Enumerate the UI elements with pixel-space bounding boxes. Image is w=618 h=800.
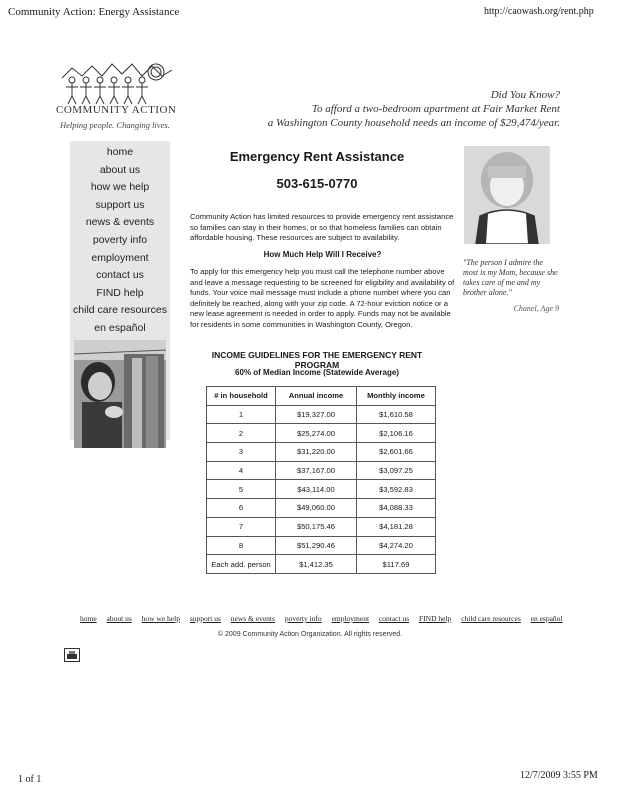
footer-link-support-us[interactable]: support us <box>189 614 221 623</box>
page-title: Emergency Rent Assistance <box>229 149 405 164</box>
footer-link-how-we-help[interactable]: how we help <box>141 614 180 623</box>
table-cell: $3,592.83 <box>357 480 436 499</box>
footer-link-find-help[interactable]: FIND help <box>419 614 452 623</box>
table-row <box>207 480 436 499</box>
table-cell: 1 <box>207 405 276 424</box>
table-row <box>207 405 436 424</box>
page-number: 1 of 1 <box>18 774 42 785</box>
table-cell: 2 <box>207 424 276 443</box>
column-header: Annual income <box>276 387 357 406</box>
instructions-paragraph: To apply for this emergency help you must call the telephone number above and leave a message requesting to be screened for eligibility and availability of funds. Your voice mail message must include a phone number where you can definitely be reached, along with your zip code. A 72-hour eviction notice or a new lease agreement is needed in order to apply. Funds may not be available for residents in some communities in Washington County, Oregon. <box>190 267 455 329</box>
table-cell: 3 <box>207 443 276 462</box>
table-cell: $4,181.28 <box>357 517 436 536</box>
sidebar-item-how-we-help[interactable]: how we help <box>90 181 150 194</box>
print-header-title: Community Action: Energy Assistance <box>8 6 180 18</box>
quote-text: "The person I admire the most is my Mom, because she takes care of me and my brother alone." <box>463 258 558 297</box>
intro-paragraph: Community Action has limited resources to provide emergency rent assistance so families can stay in their homes, or so that homeless families can obtain affordable housing. These resources are subject to availability. <box>190 212 454 243</box>
table-header-row <box>207 387 436 406</box>
table-row <box>207 499 436 518</box>
table-cell: $3,097.25 <box>357 461 436 480</box>
did-you-know-line1: To afford a two-bedroom apartment at Fair Market Rent <box>311 103 560 115</box>
table-cell: $50,175.46 <box>276 517 357 536</box>
table-cell: $4,088.33 <box>357 499 436 518</box>
logo-text: COMMUNITY ACTION <box>56 104 177 116</box>
sidebar-item-about-us[interactable]: about us <box>99 163 141 176</box>
section-heading: How Much Help Will I Receive? <box>263 250 382 259</box>
table-cell: $37,167.00 <box>276 461 357 480</box>
child-photo <box>74 340 166 448</box>
table-cell: $2,106.16 <box>357 424 436 443</box>
footer-link-employment[interactable]: employment <box>331 614 370 623</box>
table-cell: $19,327.00 <box>276 405 357 424</box>
did-you-know-box <box>268 88 560 130</box>
did-you-know-heading: Did You Know? <box>490 89 560 101</box>
column-header: # in household <box>207 387 276 406</box>
table-cell: $49,060.00 <box>276 499 357 518</box>
footer-link-home[interactable]: home <box>80 614 97 623</box>
sidebar-item-employment[interactable]: employment <box>91 251 149 264</box>
logo-tagline: Helping people. Changing lives. <box>60 120 170 130</box>
quote-author: Chanel, Age 9 <box>513 304 559 313</box>
footer-link-en-espanol[interactable]: en español <box>530 614 563 623</box>
table-cell: $25,274.00 <box>276 424 357 443</box>
table-cell: $51,290.46 <box>276 536 357 555</box>
table-cell: $1,412.35 <box>276 555 357 574</box>
table-row <box>207 555 436 574</box>
footer-nav <box>76 614 563 623</box>
footer-link-poverty-info[interactable]: poverty info <box>284 614 322 623</box>
table-cell: Each add. person <box>207 555 276 574</box>
table-row <box>207 443 436 462</box>
table-cell: $2,601.66 <box>357 443 436 462</box>
copyright: © 2009 Community Action Organization. All rights reserved. <box>217 631 403 638</box>
table-row <box>207 536 436 555</box>
income-table <box>206 386 436 574</box>
phone-number: 503-615-0770 <box>276 176 358 191</box>
table-cell: $4,274.20 <box>357 536 436 555</box>
girl-photo <box>464 146 550 244</box>
sidebar-item-poverty-info[interactable]: poverty info <box>92 233 148 246</box>
table-cell: $117.69 <box>357 555 436 574</box>
did-you-know-line2: a Washington County household needs an income of $29,474/year. <box>267 117 560 129</box>
print-header-url: http://caowash.org/rent.php <box>484 6 594 17</box>
table-cell: 4 <box>207 461 276 480</box>
print-icon[interactable] <box>64 648 80 662</box>
income-guidelines-subtitle: 60% of Median Income (Statewide Average) <box>235 368 399 377</box>
sidebar-item-home[interactable]: home <box>106 146 134 158</box>
people-chain-icon <box>62 64 172 104</box>
table-cell: $31,220.00 <box>276 443 357 462</box>
table-cell: 8 <box>207 536 276 555</box>
footer-link-about-us[interactable]: about us <box>106 614 132 623</box>
table-row <box>207 424 436 443</box>
table-cell: 5 <box>207 480 276 499</box>
sidebar-item-en-espanol[interactable]: en español <box>94 321 146 334</box>
sidebar-item-contact-us[interactable]: contact us <box>96 269 144 282</box>
income-guidelines-title: INCOME GUIDELINES FOR THE EMERGENCY RENT PROGRAM <box>211 350 423 370</box>
table-row <box>207 517 436 536</box>
footer-link-news-events[interactable]: news & events <box>230 614 275 623</box>
column-header: Monthly income <box>357 387 436 406</box>
sidebar-item-child-care-resources[interactable]: child care resources <box>73 304 167 317</box>
table-cell: $1,610.58 <box>357 405 436 424</box>
table-cell: $43,114.00 <box>276 480 357 499</box>
print-timestamp: 12/7/2009 3:55 PM <box>520 770 598 781</box>
sidebar-item-support-us[interactable]: support us <box>95 198 145 211</box>
table-cell: 6 <box>207 499 276 518</box>
sidebar-item-find-help[interactable]: FIND help <box>96 286 144 299</box>
table-row <box>207 461 436 480</box>
table-cell: 7 <box>207 517 276 536</box>
footer-link-child-care-resources[interactable]: child care resources <box>461 614 521 623</box>
footer-link-contact-us[interactable]: contact us <box>378 614 410 623</box>
sidebar-item-news-events[interactable]: news & events <box>85 216 155 229</box>
